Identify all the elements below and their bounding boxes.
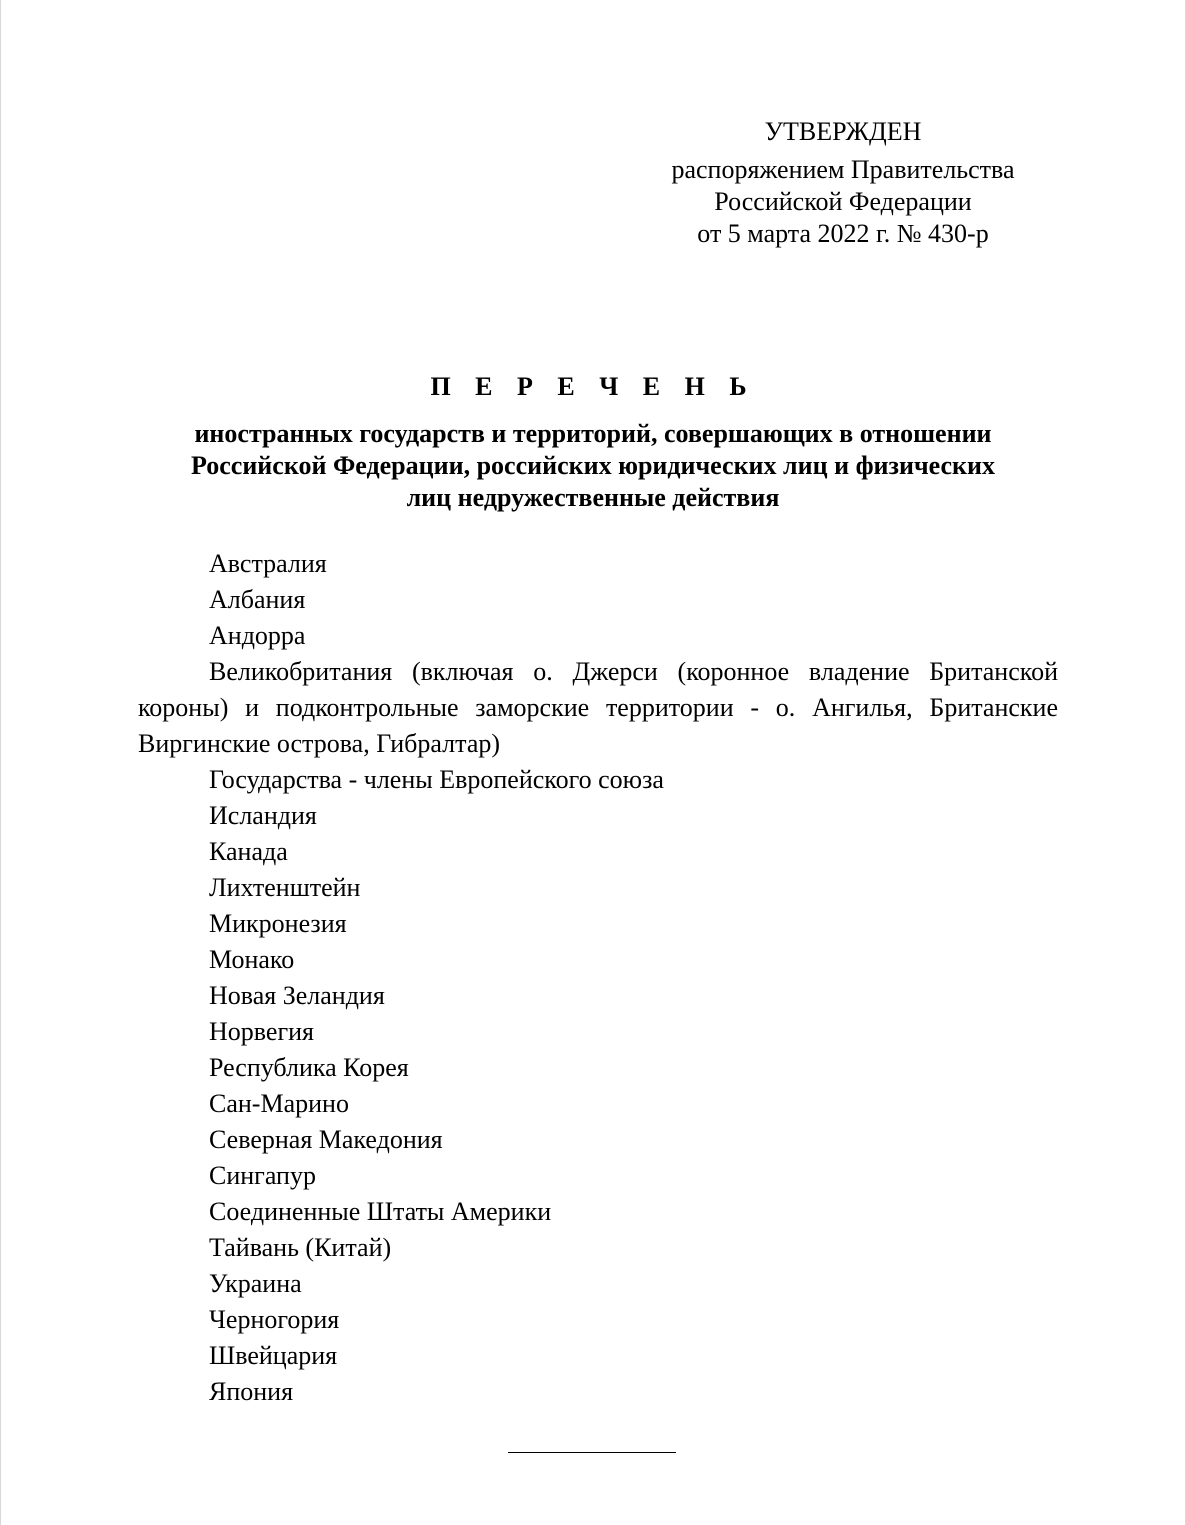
list-item: Северная Македония — [209, 1125, 443, 1154]
page-edge-left — [0, 0, 1, 1525]
list-item: Япония — [209, 1377, 294, 1406]
list-item: Государства - члены Европейского союза — [209, 765, 664, 794]
list-item: Андорра — [209, 621, 306, 650]
subtitle-line: лиц недружественные действия — [406, 483, 780, 512]
list-item: Тайвань (Китай) — [209, 1233, 392, 1262]
list-item: Австралия — [209, 549, 327, 578]
list-item: Сан-Марино — [209, 1089, 349, 1118]
list-item: Швейцария — [209, 1341, 338, 1370]
list-item: Монако — [209, 945, 295, 974]
document-subtitle — [130, 418, 1056, 514]
country-list — [138, 546, 1058, 1410]
list-item: Черногория — [209, 1305, 340, 1334]
list-item: Великобритания (включая о. Джерси (коронное владение Британской короны) и подконтрольные заморские территории - о. Ангилья, Британские Виргинские острова, Гибралтар) — [138, 657, 1058, 758]
end-divider — [508, 1452, 676, 1453]
list-item: Лихтенштейн — [209, 873, 361, 902]
subtitle-line: Российской Федерации, российских юридических лиц и физических — [191, 451, 995, 480]
list-item: Исландия — [209, 801, 317, 830]
document-title: П Е Р Е Ч Е Н Ь — [430, 372, 756, 401]
list-item: Норвегия — [209, 1017, 314, 1046]
approval-line: Российской Федерации — [714, 187, 972, 216]
approval-heading: УТВЕРЖДЕН — [764, 117, 922, 146]
approval-line: распоряжением Правительства — [671, 155, 1015, 184]
list-item: Канада — [209, 837, 288, 866]
list-item: Албания — [209, 585, 306, 614]
approval-line: от 5 марта 2022 г. № 430-р — [697, 219, 989, 248]
list-item: Сингапур — [209, 1161, 316, 1190]
list-item: Микронезия — [209, 909, 347, 938]
list-item: Республика Корея — [209, 1053, 409, 1082]
subtitle-line: иностранных государств и территорий, совершающих в отношении — [194, 419, 992, 448]
list-item: Новая Зеландия — [209, 981, 385, 1010]
approval-block — [640, 116, 1046, 250]
list-item: Соединенные Штаты Америки — [209, 1197, 552, 1226]
list-item: Украина — [209, 1269, 302, 1298]
